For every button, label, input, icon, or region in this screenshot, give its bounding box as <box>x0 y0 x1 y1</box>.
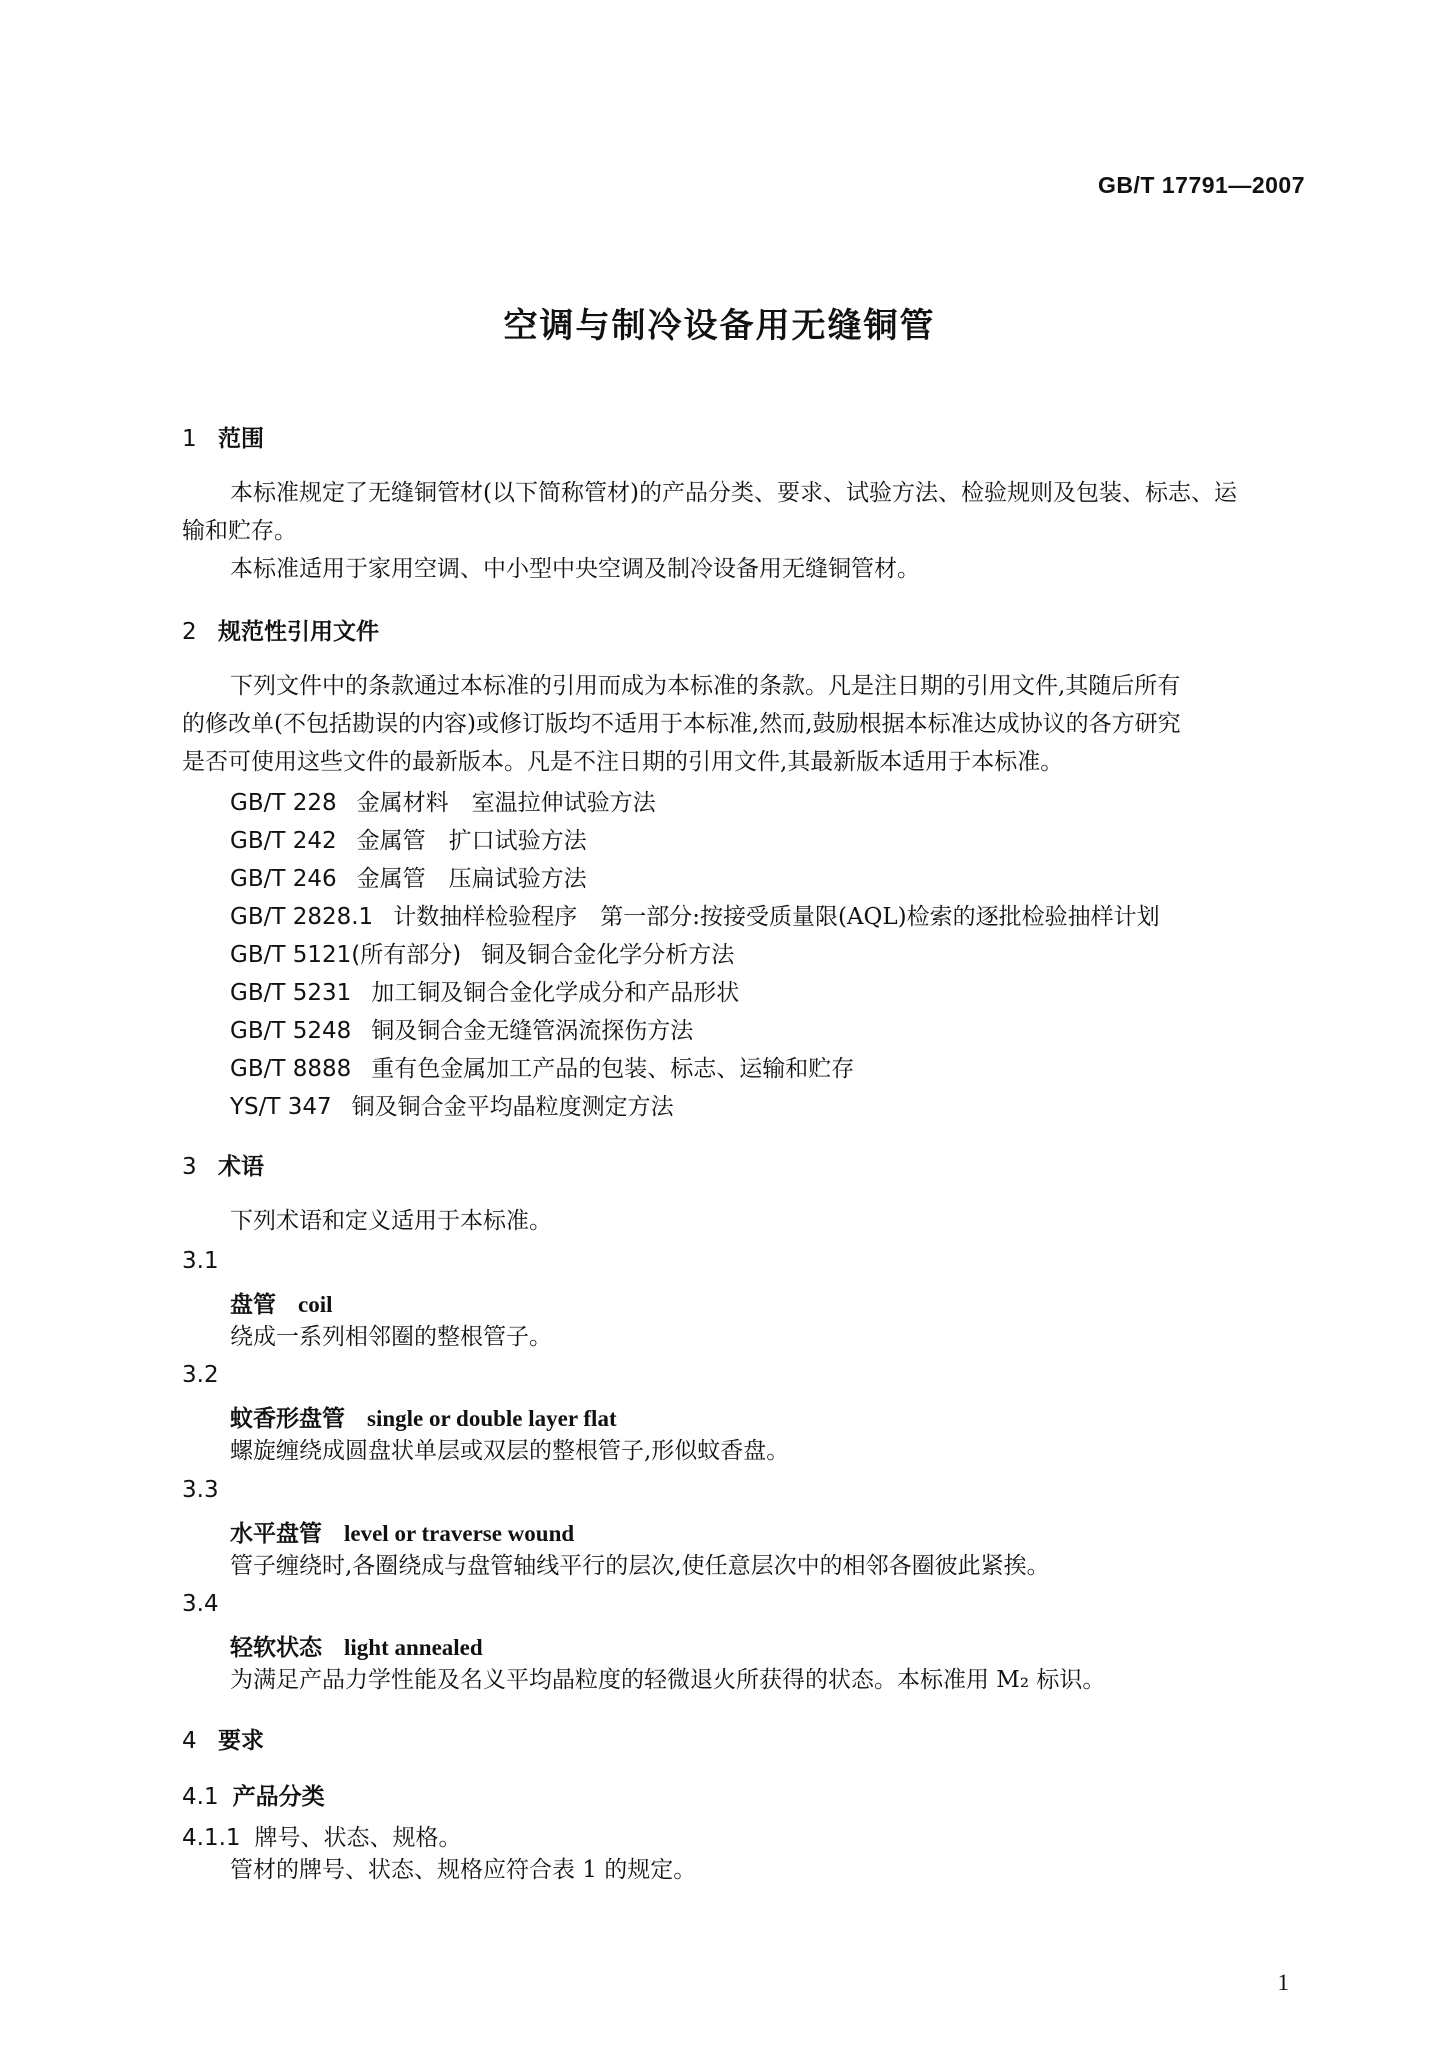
paragraph: 输和贮存。 <box>182 518 297 544</box>
reference-item <box>230 936 734 969</box>
term-name-zh: 蚊香形盘管 <box>230 1406 345 1432</box>
reference-title: 金属管 扩口试验方法 <box>356 828 587 854</box>
reference-title: 铜及铜合金平均晶粒度测定方法 <box>351 1094 674 1120</box>
reference-code: GB/T 228 <box>230 790 337 816</box>
reference-code: GB/T 242 <box>230 828 337 854</box>
reference-title: 金属材料 室温拉伸试验方法 <box>356 790 656 816</box>
term-definition: 为满足产品力学性能及名义平均晶粒度的轻微退火所获得的状态。本标准用 M₂ 标识。 <box>230 1667 1106 1693</box>
reference-code: GB/T 5248 <box>230 1018 352 1044</box>
term-name <box>230 1286 333 1319</box>
section-4-heading <box>182 1722 264 1755</box>
term-name-en: coil <box>298 1292 333 1317</box>
paragraph: 管材的牌号、状态、规格应符合表 1 的规定。 <box>230 1857 697 1883</box>
term-definition: 螺旋缠绕成圆盘状单层或双层的整根管子,形似蚊香盘。 <box>230 1438 790 1464</box>
page-number: 1 <box>1277 1970 1289 1995</box>
section-number: 1 <box>182 426 197 452</box>
paragraph: 下列文件中的条款通过本标准的引用而成为本标准的条款。凡是注日期的引用文件,其随后所有 <box>230 673 1181 699</box>
reference-title: 金属管 压扁试验方法 <box>356 866 587 892</box>
subsection-title: 牌号、状态、规格。 <box>254 1825 462 1851</box>
reference-item <box>230 784 656 817</box>
term-name-zh: 水平盘管 <box>230 1521 322 1547</box>
reference-title: 重有色金属加工产品的包装、标志、运输和贮存 <box>371 1056 855 1082</box>
section-title: 术语 <box>218 1154 264 1180</box>
section-title: 要求 <box>218 1728 264 1754</box>
reference-code: GB/T 2828.1 <box>230 904 374 930</box>
term-definition: 管子缠绕时,各圈绕成与盘管轴线平行的层次,使任意层次中的相邻各圈彼此紧挨。 <box>230 1553 1050 1579</box>
reference-item <box>230 1088 674 1121</box>
term-number: 3.3 <box>182 1477 219 1503</box>
term-name-zh: 轻软状态 <box>230 1635 322 1661</box>
reference-title: 铜及铜合金化学分析方法 <box>481 942 735 968</box>
subsection-heading <box>182 1778 325 1811</box>
term-number: 3.2 <box>182 1362 219 1388</box>
paragraph: 的修改单(不包括勘误的内容)或修订版均不适用于本标准,然而,鼓励根据本标准达成协议的各方研究 <box>182 711 1181 737</box>
section-number: 2 <box>182 619 197 645</box>
section-title: 规范性引用文件 <box>218 619 379 645</box>
term-number: 3.1 <box>182 1248 219 1274</box>
section-3-heading <box>182 1148 264 1181</box>
term-number: 3.4 <box>182 1591 219 1617</box>
subsection-title: 产品分类 <box>232 1784 325 1810</box>
reference-item <box>230 822 587 855</box>
reference-code: GB/T 5121(所有部分) <box>230 942 462 968</box>
section-title: 范围 <box>218 426 264 452</box>
reference-code: GB/T 246 <box>230 866 337 892</box>
reference-code: GB/T 5231 <box>230 980 352 1006</box>
section-number: 4 <box>182 1728 197 1754</box>
reference-item <box>230 974 739 1007</box>
section-2-heading <box>182 613 379 646</box>
document-title: 空调与制冷设备用无缝铜管 <box>503 306 936 346</box>
reference-code: YS/T 347 <box>230 1094 332 1120</box>
section-1-heading <box>182 420 264 453</box>
term-name-en: level or traverse wound <box>344 1521 575 1546</box>
reference-item <box>230 898 1160 931</box>
subsection-heading <box>182 1819 462 1852</box>
paragraph: 本标准适用于家用空调、中小型中央空调及制冷设备用无缝铜管材。 <box>230 556 920 582</box>
paragraph: 本标准规定了无缝铜管材(以下简称管材)的产品分类、要求、试验方法、检验规则及包装、标志、运 <box>230 480 1237 506</box>
reference-item <box>230 1012 693 1045</box>
term-name <box>230 1629 483 1662</box>
term-definition: 绕成一系列相邻圈的整根管子。 <box>230 1324 552 1350</box>
term-name-zh: 盘管 <box>230 1292 276 1318</box>
reference-code: GB/T 8888 <box>230 1056 352 1082</box>
subsection-number: 4.1 <box>182 1784 219 1810</box>
reference-item <box>230 860 587 893</box>
term-name-en: light annealed <box>344 1635 483 1660</box>
paragraph: 下列术语和定义适用于本标准。 <box>230 1208 552 1234</box>
standard-code: GB/T 17791—2007 <box>1098 172 1305 198</box>
reference-title: 铜及铜合金无缝管涡流探伤方法 <box>371 1018 694 1044</box>
subsection-number: 4.1.1 <box>182 1825 241 1851</box>
term-name <box>230 1515 574 1548</box>
paragraph: 是否可使用这些文件的最新版本。凡是不注日期的引用文件,其最新版本适用于本标准。 <box>182 749 1064 775</box>
term-name-en: single or double layer flat <box>367 1406 617 1431</box>
term-name <box>230 1400 617 1433</box>
reference-title: 计数抽样检验程序 第一部分:按接受质量限(AQL)检索的逐批检验抽样计划 <box>393 904 1160 930</box>
reference-title: 加工铜及铜合金化学成分和产品形状 <box>371 980 740 1006</box>
reference-item <box>230 1050 854 1083</box>
section-number: 3 <box>182 1154 197 1180</box>
